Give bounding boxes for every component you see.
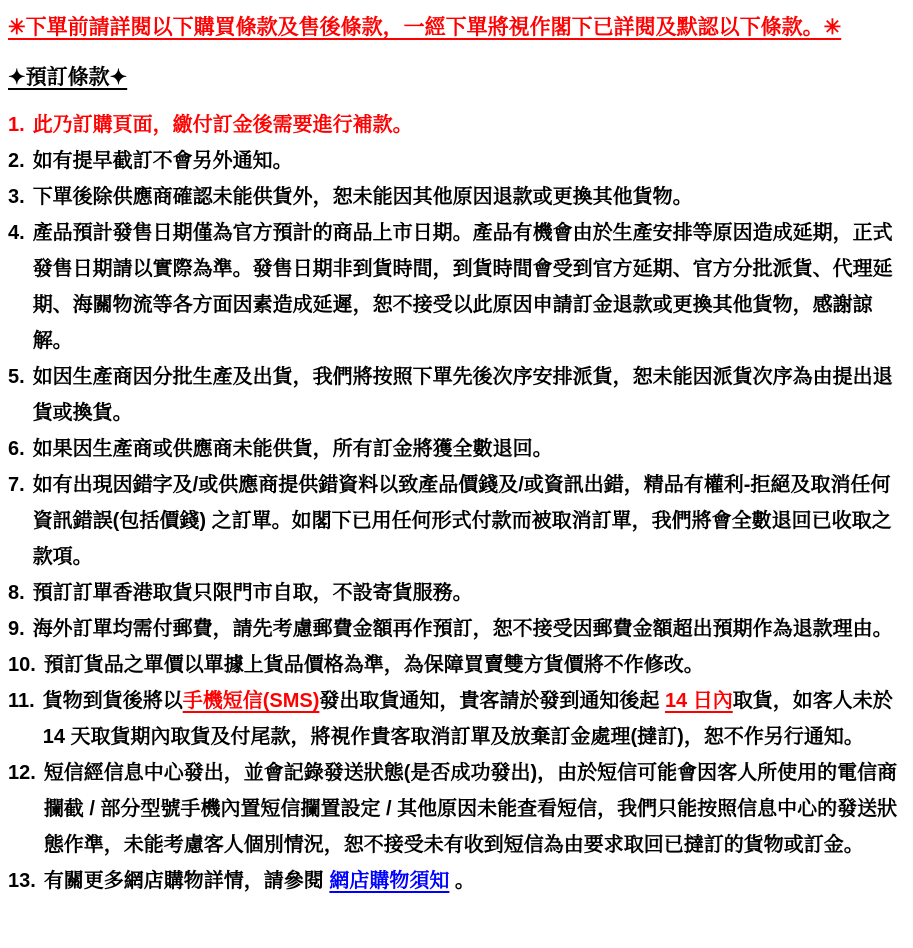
term-number: 12. bbox=[8, 762, 36, 784]
term-text bbox=[33, 611, 899, 647]
text-segment: 。 bbox=[449, 870, 475, 892]
term-text bbox=[43, 683, 899, 755]
text-segment: 有關更多網店購物詳情，請參閱 bbox=[43, 870, 330, 892]
term-item-1 bbox=[8, 107, 899, 143]
term-item-10 bbox=[8, 647, 899, 683]
term-item-2 bbox=[8, 143, 899, 179]
term-text bbox=[33, 179, 899, 215]
term-text bbox=[33, 575, 899, 611]
text-segment: 如有出現因錯字及/或供應商提供錯資料以致產品價錢及/或資訊出錯，精品有權利-拒絕及取消任何資訊錯誤(包括價錢) 之訂單。如閣下已用任何形式付款而被取消訂單，我們將會全數退回已收取之款項。 bbox=[32, 474, 892, 568]
text-segment: 貨物到貨後將以 bbox=[42, 690, 183, 712]
terms-list bbox=[8, 107, 899, 899]
text-segment: 預訂貨品之單價以單據上貨品價格為準，為保障買賣雙方貨價將不作修改。 bbox=[43, 654, 704, 676]
term-text bbox=[33, 143, 899, 179]
term-number: 10. bbox=[8, 654, 36, 676]
text-segment: 海外訂單均需付郵費，請先考慮郵費金額再作預訂，恕不接受因郵費金額超出預期作為退款理由。 bbox=[32, 618, 893, 640]
term-number: 5. bbox=[8, 366, 25, 388]
text-segment: 下單後除供應商確認未能供貨外，恕未能因其他原因退款或更換其他貨物。 bbox=[32, 186, 693, 208]
term-number: 11. bbox=[8, 690, 35, 712]
text-segment: 產品預計發售日期僅為官方預計的商品上市日期。產品有機會由於生產安排等原因造成延期，正式發售日期請以實際為準。發售日期非到貨時間，到貨時間會受到官方延期、官方分批派貨、代理延期、海關物流等各方面因素造成延遲，恕不接受以此原因申請訂金退款或更換其他貨物，感謝諒解。 bbox=[32, 222, 893, 352]
text-segment: 如因生產商因分批生產及出貨，我們將按照下單先後次序安排派貨，恕未能因派貨次序為由提出退貨或換貨。 bbox=[32, 366, 893, 424]
term-text bbox=[44, 863, 899, 899]
term-number: 1. bbox=[8, 114, 25, 136]
text-segment: 短信經信息中心發出，並會記錄發送狀態(是否成功發出)，由於短信可能會因客人所使用的電信商攔截 / 部分型號手機內置短信攔置設定 / 其他原因未能查看短信，我們只能按照信息中心的發送狀態作準，未能考慮客人個別情況，恕不接受未有收到短信為由要求取回已撻訂的貨物或訂金。 bbox=[43, 762, 898, 856]
term-text bbox=[44, 755, 899, 863]
term-item-11 bbox=[8, 683, 899, 755]
section-title-preorder-terms: ✦預訂條款✦ bbox=[8, 66, 128, 89]
term-item-5 bbox=[8, 359, 899, 431]
text-segment: 預訂訂單香港取貨只限門市自取，不設寄貨服務。 bbox=[32, 582, 473, 604]
term-number: 6. bbox=[8, 438, 25, 460]
term-item-9 bbox=[8, 611, 899, 647]
purchase-notice-banner: ✳下單前請詳閱以下購買條款及售後條款，一經下單將視作閣下已詳閱及默認以下條款。✳ bbox=[8, 16, 842, 39]
term-text bbox=[33, 431, 899, 467]
term-number: 4. bbox=[8, 222, 25, 244]
term-text bbox=[33, 215, 899, 359]
store-shopping-guide-link[interactable]: 網店購物須知 bbox=[329, 870, 450, 892]
term-number: 3. bbox=[8, 186, 25, 208]
term-item-4 bbox=[8, 215, 899, 359]
pickup-deadline-emphasis: 14 日內 bbox=[664, 690, 733, 712]
term-text bbox=[33, 467, 899, 575]
term-number: 7. bbox=[8, 474, 25, 496]
term-number: 9. bbox=[8, 618, 25, 640]
term-item-12 bbox=[8, 755, 899, 863]
term-item-6 bbox=[8, 431, 899, 467]
term-number: 13. bbox=[8, 870, 36, 892]
term-text bbox=[33, 107, 899, 143]
term-number: 2. bbox=[8, 150, 25, 172]
text-segment: 取貨，如客人未於 14 天取貨期內取貨及付尾款，將視作貴客取消訂單及放棄訂金處理(撻訂)，恕不作另行通知。 bbox=[42, 690, 893, 748]
term-item-8 bbox=[8, 575, 899, 611]
text-segment: 發出取貨通知，貴客請於發到通知後起 bbox=[319, 690, 665, 712]
sms-notice-emphasis: 手機短信(SMS) bbox=[182, 690, 320, 712]
text-segment: 此乃訂購頁面，繳付訂金後需要進行補款。 bbox=[32, 114, 413, 136]
term-item-3 bbox=[8, 179, 899, 215]
text-segment: 如果因生產商或供應商未能供貨，所有訂金將獲全數退回。 bbox=[32, 438, 553, 460]
term-item-13 bbox=[8, 863, 899, 899]
term-number: 8. bbox=[8, 582, 25, 604]
term-item-7 bbox=[8, 467, 899, 575]
term-text bbox=[44, 647, 899, 683]
term-text bbox=[33, 359, 899, 431]
text-segment: 如有提早截訂不會另外通知。 bbox=[32, 150, 293, 172]
